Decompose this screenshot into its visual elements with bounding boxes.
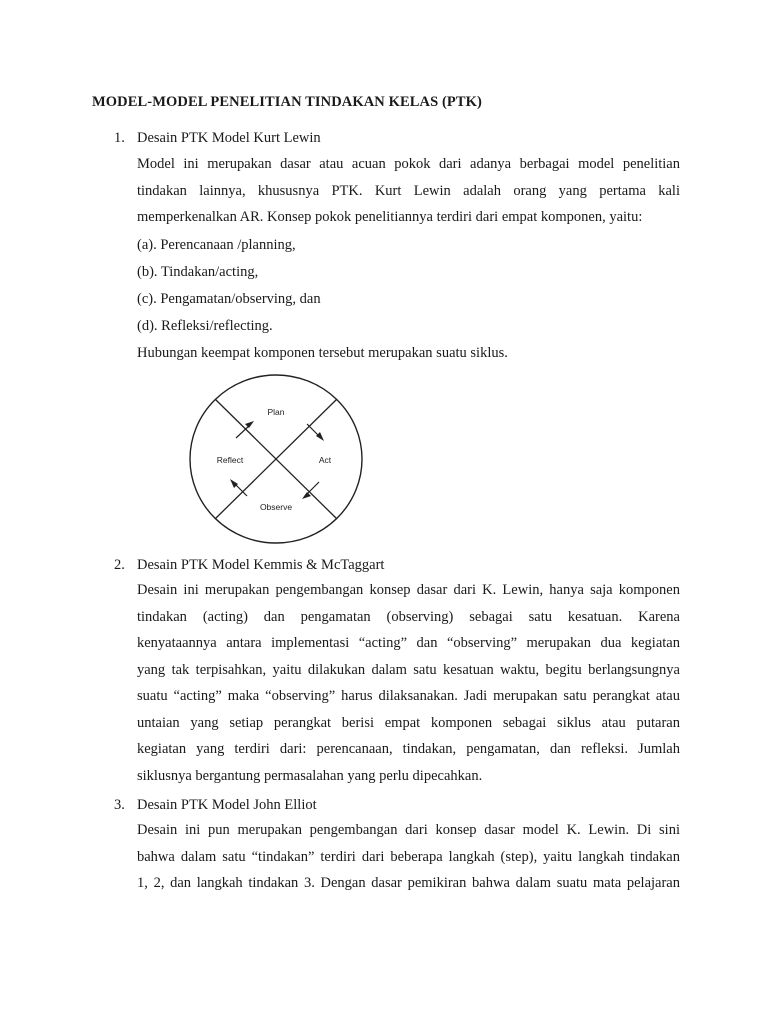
label-reflect: Reflect [216, 455, 244, 465]
arrow-act-to-observe [302, 482, 319, 499]
section-1-closing: Hubungan keempat komponen tersebut merupakan suatu siklus. [137, 345, 508, 361]
cycle-diagram [185, 372, 371, 546]
paragraph-line: Desain ini merupakan pengembangan konsep dasar dari K. Lewin, hanya saja komponen [137, 582, 680, 598]
paragraph-line: suatu “acting” maka “observing” harus dilaksanakan. Jadi merupakan satu perangkat atau [137, 688, 680, 704]
section-2-number: 2. [114, 557, 125, 573]
label-plan: Plan [267, 407, 285, 417]
arrow-plan-to-act [307, 424, 324, 441]
paragraph-line: 1, 2, dan langkah tindakan 3. Dengan dasar pemikiran bahwa dalam suatu mata pelajaran [137, 875, 680, 891]
section-3-heading: Desain PTK Model John Elliot [137, 797, 317, 813]
list-item: (b). Tindakan/acting, [137, 264, 259, 280]
section-1-paragraph [137, 151, 680, 231]
paragraph-line: kenyataannya antara implementasi “acting” dan “observing” merupakan dua kegiatan [137, 635, 680, 651]
list-item: (d). Refleksi/reflecting. [137, 318, 273, 334]
section-3-paragraph [137, 817, 680, 897]
arrow-observe-to-reflect [230, 479, 247, 496]
section-2-paragraph [137, 577, 680, 789]
paragraph-line: Model ini merupakan dasar atau acuan pokok dari adanya berbagai model penelitian [137, 156, 680, 172]
paragraph-line: tindakan lainnya, khususnya PTK. Kurt Lewin adalah orang yang pertama kali [137, 182, 680, 199]
paragraph-line: Desain ini pun merupakan pengembangan dari konsep dasar model K. Lewin. Di sini [137, 822, 680, 838]
paragraph-line: bahwa dalam satu “tindakan” terdiri dari beberapa langkah (step), yaitu langkah tindakan [137, 848, 680, 865]
label-observe: Observe [259, 502, 293, 512]
paragraph-line: memperkenalkan AR. Konsep pokok penelitiannya terdiri dari empat komponen, yaitu: [137, 209, 643, 225]
label-act: Act [318, 455, 332, 465]
paragraph-line: tindakan (acting) dan pengamatan (observing) sebagai satu kesatuan. Karena [137, 608, 680, 625]
section-2-heading: Desain PTK Model Kemmis & McTaggart [137, 557, 385, 573]
section-3-number: 3. [114, 797, 125, 813]
list-item: (c). Pengamatan/observing, dan [137, 291, 321, 307]
paragraph-line: siklusnya bergantung permasalahan yang perlu dipecahkan. [137, 767, 483, 784]
document-title: MODEL-MODEL PENELITIAN TINDAKAN KELAS (PTK) [92, 94, 482, 110]
paragraph-line: yang tak terpisahkan, yaitu dilakukan dalam satu kesatuan waktu, begitu berlangsungnya [137, 661, 680, 678]
section-1-heading: Desain PTK Model Kurt Lewin [137, 130, 321, 146]
list-item: (a). Perencanaan /planning, [137, 237, 296, 253]
paragraph-line: untaian yang setiap perangkat berisi empat komponen sebagai siklus atau putaran [137, 714, 680, 731]
paragraph-line: kegiatan yang terdiri dari: perencanaan, tindakan, pengamatan, dan refleksi. Jumlah [137, 741, 680, 757]
section-1-number: 1. [114, 130, 125, 146]
